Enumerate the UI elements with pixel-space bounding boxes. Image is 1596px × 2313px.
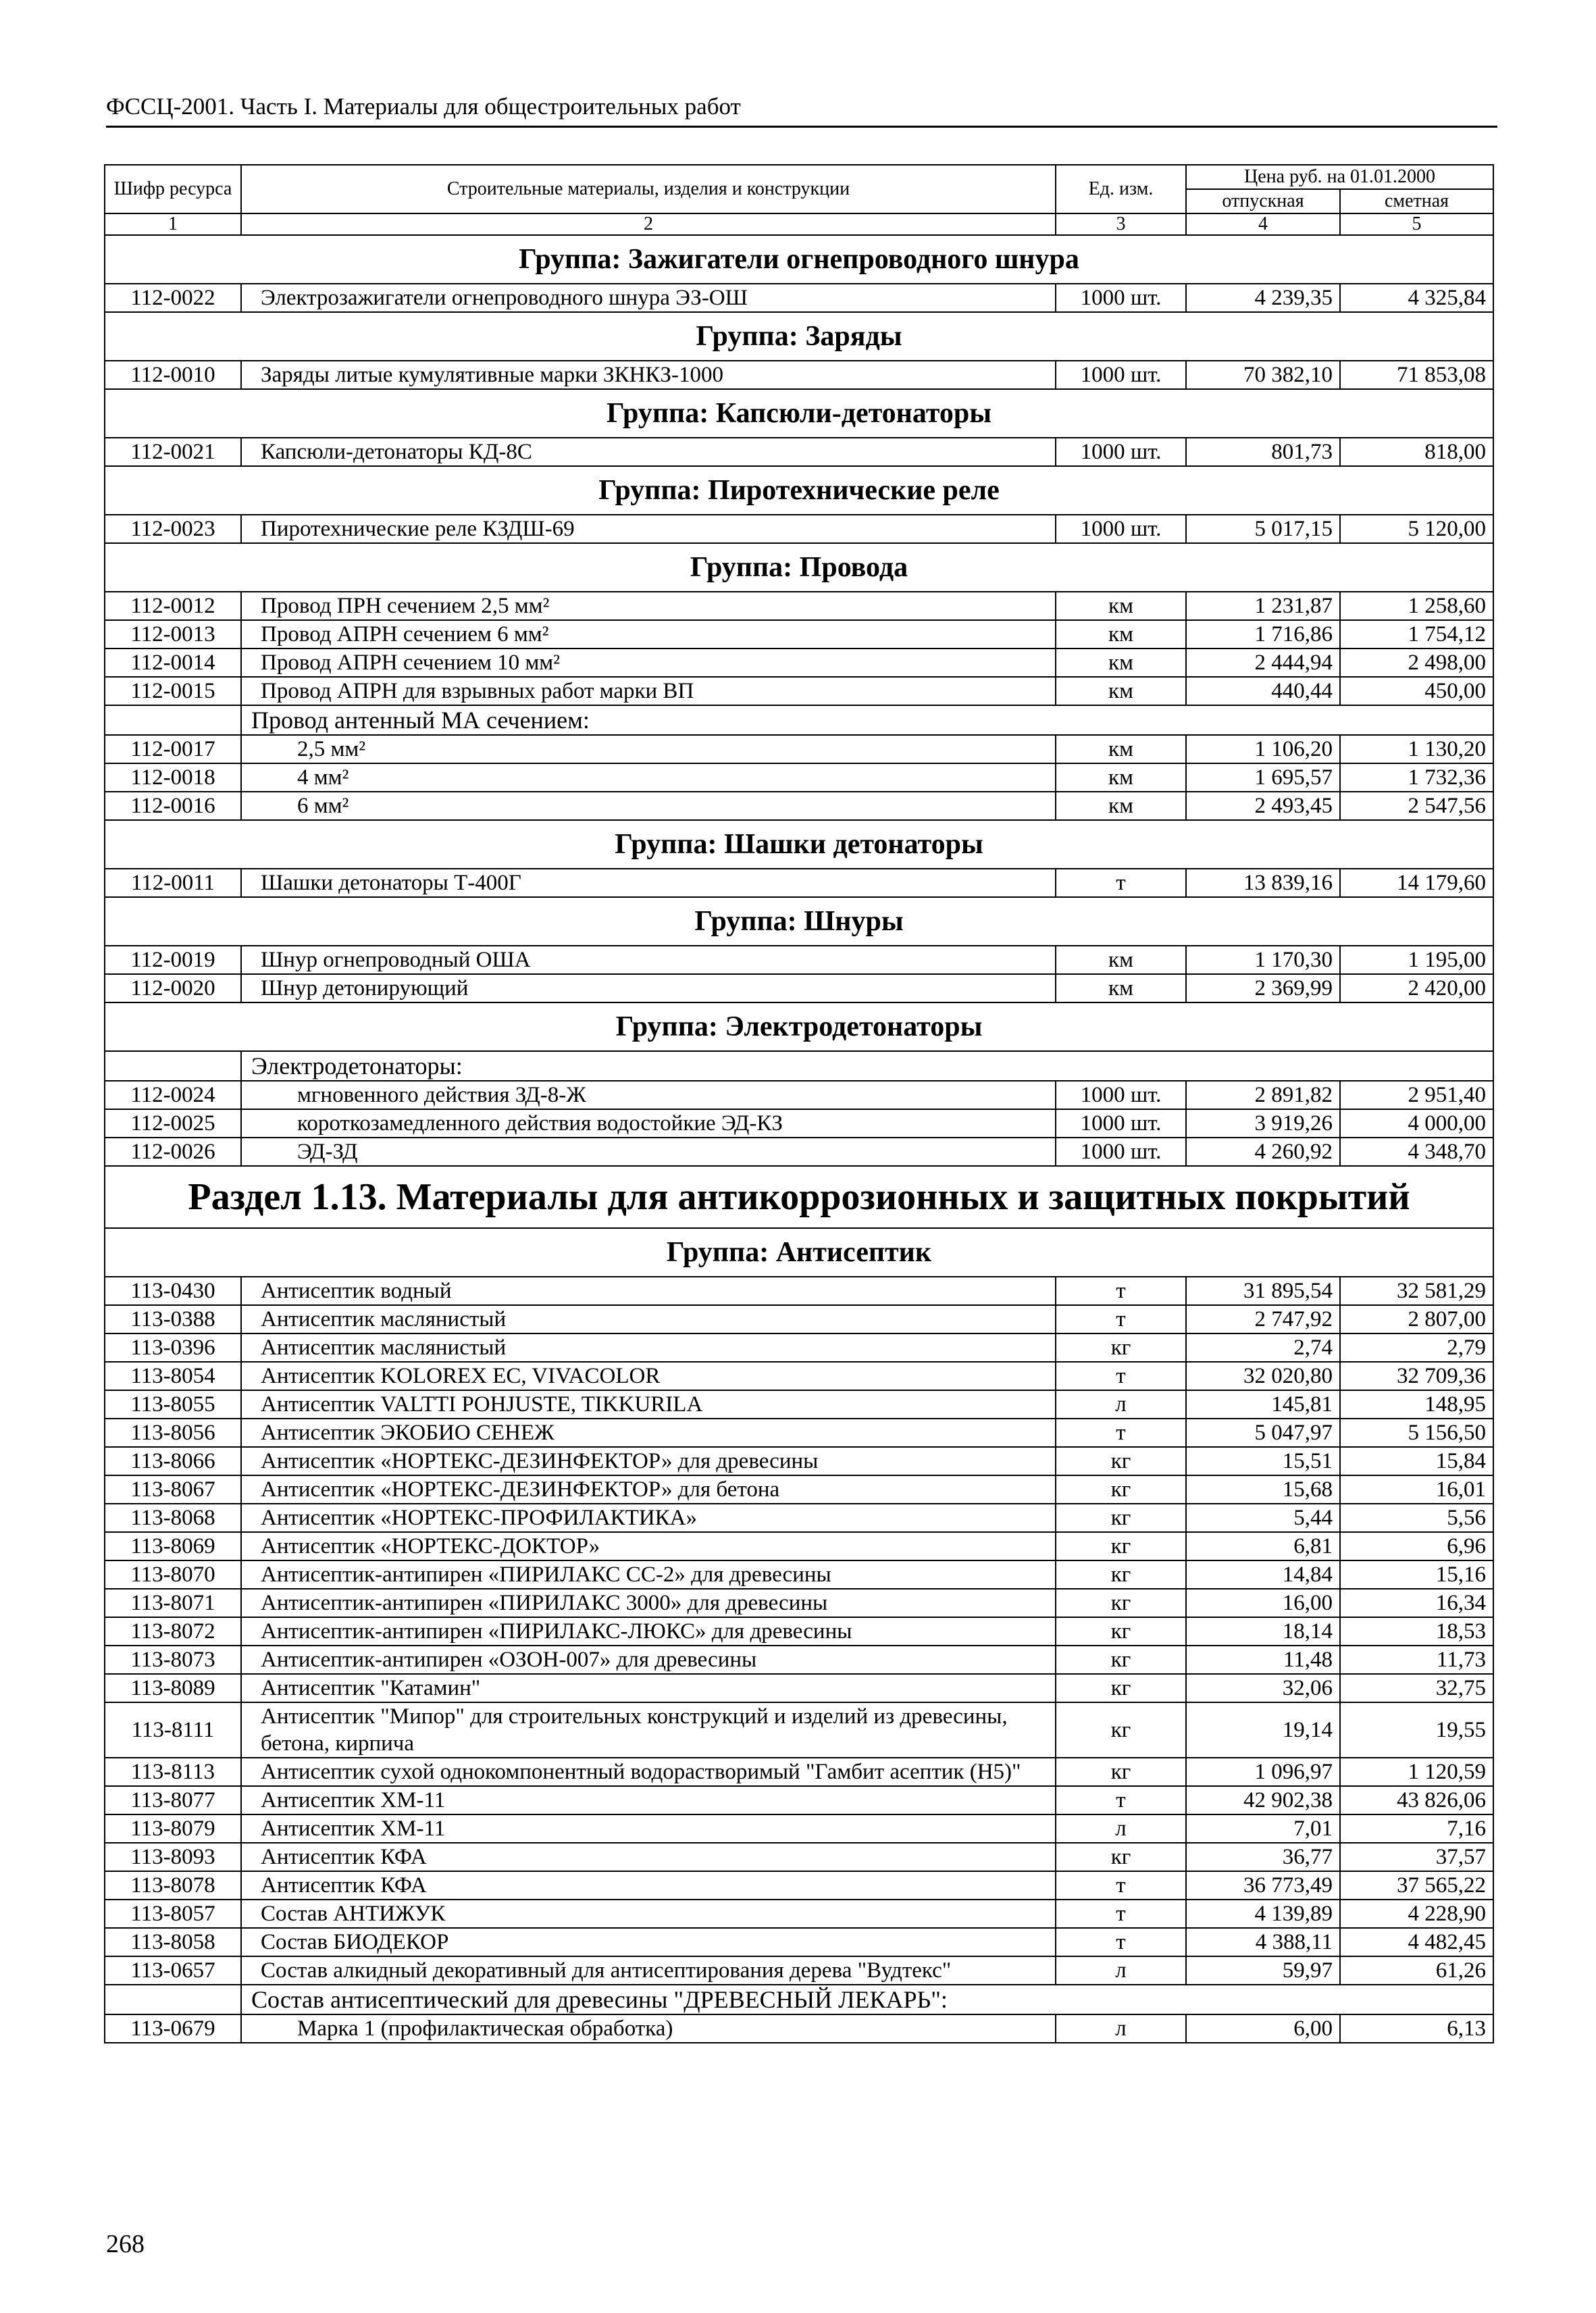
- price-estimate: 4 482,45: [1340, 1928, 1493, 1956]
- material-name: Провод АПРН для взрывных работ марки ВП: [241, 677, 1056, 705]
- unit-of-measure: т: [1056, 1305, 1186, 1333]
- unit-of-measure: 1000 шт.: [1056, 515, 1186, 543]
- group-heading-row: [105, 389, 1493, 438]
- price-release: 5 047,97: [1186, 1419, 1340, 1447]
- price-release: 1 106,20: [1186, 735, 1340, 763]
- resource-code: 113-8078: [105, 1871, 241, 1900]
- price-release: 15,68: [1186, 1475, 1340, 1504]
- price-estimate: 1 130,20: [1340, 735, 1493, 763]
- material-name: Антисептик сухой однокомпонентный водорастворимый "Гамбит асептик (Н5)": [241, 1758, 1056, 1786]
- table-row: [105, 1758, 1493, 1786]
- resource-code: 113-8067: [105, 1475, 241, 1504]
- resource-code: 113-0396: [105, 1333, 241, 1362]
- price-release: 2,74: [1186, 1333, 1340, 1362]
- price-estimate: 4 348,70: [1340, 1138, 1493, 1166]
- running-header: ФССЦ-2001. Часть I. Материалы для общестроительных работ: [106, 93, 741, 120]
- price-release: 2 747,92: [1186, 1305, 1340, 1333]
- column-number: 2: [241, 213, 1056, 235]
- unit-of-measure: км: [1056, 735, 1186, 763]
- unit-of-measure: т: [1056, 1419, 1186, 1447]
- price-estimate: 37 565,22: [1340, 1871, 1493, 1900]
- table-row: [105, 1081, 1493, 1109]
- table-row: [105, 1786, 1493, 1814]
- resource-code: 113-8054: [105, 1362, 241, 1390]
- unit-of-measure: т: [1056, 1362, 1186, 1390]
- price-release: 18,14: [1186, 1617, 1340, 1646]
- table-row: [105, 1305, 1493, 1333]
- group-heading-row: [105, 897, 1493, 946]
- resource-code: 113-8058: [105, 1928, 241, 1956]
- table-row: [105, 1277, 1493, 1305]
- material-name: Антисептик ЭКОБИО СЕНЕЖ: [241, 1419, 1056, 1447]
- resource-code: 113-8079: [105, 1814, 241, 1843]
- unit-of-measure: т: [1056, 1871, 1186, 1900]
- material-name: 2,5 мм²: [241, 735, 1056, 763]
- unit-of-measure: кг: [1056, 1646, 1186, 1674]
- table-row: [105, 2014, 1493, 2043]
- unit-of-measure: км: [1056, 763, 1186, 792]
- material-name: Антисептик «НОРТЕКС-ДЕЗИНФЕКТОР» для бетона: [241, 1475, 1056, 1504]
- resource-code: 112-0022: [105, 284, 241, 312]
- price-release: 70 382,10: [1186, 361, 1340, 389]
- table-body: [105, 235, 1493, 2043]
- table-header: [105, 165, 1493, 235]
- material-name: Антисептик-антипирен «ПИРИЛАКС СС-2» для древесины: [241, 1560, 1056, 1589]
- price-estimate: 1 120,59: [1340, 1758, 1493, 1786]
- resource-code: 112-0021: [105, 438, 241, 466]
- unit-of-measure: км: [1056, 792, 1186, 820]
- resource-code: 113-8073: [105, 1646, 241, 1674]
- price-estimate: 818,00: [1340, 438, 1493, 466]
- unit-of-measure: кг: [1056, 1674, 1186, 1702]
- unit-of-measure: кг: [1056, 1447, 1186, 1475]
- price-estimate: 4 000,00: [1340, 1109, 1493, 1138]
- price-estimate: 11,73: [1340, 1646, 1493, 1674]
- table-row: [105, 1589, 1493, 1617]
- resource-code: 113-0388: [105, 1305, 241, 1333]
- table-row: [105, 1532, 1493, 1560]
- table-row: [105, 515, 1493, 543]
- subheading-row: [105, 705, 1493, 735]
- unit-of-measure: л: [1056, 2014, 1186, 2043]
- material-name: 4 мм²: [241, 763, 1056, 792]
- page-number: 268: [106, 2230, 145, 2258]
- table-row: [105, 974, 1493, 1002]
- price-release: 1 231,87: [1186, 592, 1340, 620]
- price-release: 440,44: [1186, 677, 1340, 705]
- table-row: [105, 361, 1493, 389]
- material-name: Антисептик водный: [241, 1277, 1056, 1305]
- resource-code: 113-8093: [105, 1843, 241, 1871]
- price-estimate: 71 853,08: [1340, 361, 1493, 389]
- material-name: Антисептик "Катамин": [241, 1674, 1056, 1702]
- unit-of-measure: т: [1056, 1928, 1186, 1956]
- column-number: 1: [105, 213, 241, 235]
- price-estimate: 450,00: [1340, 677, 1493, 705]
- price-estimate: 6,96: [1340, 1532, 1493, 1560]
- material-name: Капсюли-детонаторы КД-8С: [241, 438, 1056, 466]
- header-price-group: Цена руб. на 01.01.2000: [1186, 165, 1493, 189]
- resource-code: 113-8089: [105, 1674, 241, 1702]
- column-number: 3: [1056, 213, 1186, 235]
- group-heading-row: [105, 312, 1493, 361]
- material-name: Антисептик «НОРТЕКС-ПРОФИЛАКТИКА»: [241, 1504, 1056, 1532]
- price-estimate: 14 179,60: [1340, 869, 1493, 897]
- group-heading: Группа: Антисептик: [105, 1228, 1493, 1277]
- price-release: 1 170,30: [1186, 946, 1340, 974]
- resource-code: 112-0010: [105, 361, 241, 389]
- price-release: 801,73: [1186, 438, 1340, 466]
- resource-code: 112-0025: [105, 1109, 241, 1138]
- unit-of-measure: кг: [1056, 1560, 1186, 1589]
- resource-code: 113-8069: [105, 1532, 241, 1560]
- resource-code: 112-0023: [105, 515, 241, 543]
- price-estimate: 2 420,00: [1340, 974, 1493, 1002]
- material-name: Состав алкидный декоративный для антисептирования дерева "Вудтекс": [241, 1956, 1056, 1985]
- price-estimate: 6,13: [1340, 2014, 1493, 2043]
- price-estimate: 32 709,36: [1340, 1362, 1493, 1390]
- group-heading: Группа: Зажигатели огнепроводного шнура: [105, 235, 1493, 284]
- resource-code: 112-0014: [105, 649, 241, 677]
- price-release: 36,77: [1186, 1843, 1340, 1871]
- material-name: Антисептик KOLOREX EC, VIVACOLOR: [241, 1362, 1056, 1390]
- resource-code: 113-8056: [105, 1419, 241, 1447]
- price-release: 2 891,82: [1186, 1081, 1340, 1109]
- price-release: 59,97: [1186, 1956, 1340, 1985]
- table-row: [105, 1956, 1493, 1985]
- material-name: Антисептик-антипирен «ОЗОН-007» для древесины: [241, 1646, 1056, 1674]
- price-estimate: 4 325,84: [1340, 284, 1493, 312]
- column-numbers-row: [105, 213, 1493, 235]
- price-estimate: 2 807,00: [1340, 1305, 1493, 1333]
- price-release: 1 096,97: [1186, 1758, 1340, 1786]
- table-row: [105, 946, 1493, 974]
- resource-code: 113-8055: [105, 1390, 241, 1419]
- table-row: [105, 1390, 1493, 1419]
- price-table: [104, 164, 1494, 2043]
- unit-of-measure: т: [1056, 1786, 1186, 1814]
- material-name: Провод АПРН сечением 6 мм²: [241, 620, 1056, 649]
- unit-of-measure: км: [1056, 946, 1186, 974]
- price-release: 2 369,99: [1186, 974, 1340, 1002]
- resource-code: 113-8068: [105, 1504, 241, 1532]
- material-name: Пиротехнические реле КЗДШ-69: [241, 515, 1056, 543]
- group-heading: Группа: Провода: [105, 543, 1493, 592]
- table-row: [105, 1928, 1493, 1956]
- unit-of-measure: км: [1056, 677, 1186, 705]
- resource-code: 113-0657: [105, 1956, 241, 1985]
- price-estimate: 32 581,29: [1340, 1277, 1493, 1305]
- price-release: 36 773,49: [1186, 1871, 1340, 1900]
- price-release: 3 919,26: [1186, 1109, 1340, 1138]
- price-estimate: 15,84: [1340, 1447, 1493, 1475]
- resource-code: 112-0024: [105, 1081, 241, 1109]
- resource-code: 113-8113: [105, 1758, 241, 1786]
- table-row: [105, 1419, 1493, 1447]
- group-heading-row: [105, 466, 1493, 515]
- price-release: 31 895,54: [1186, 1277, 1340, 1305]
- group-heading-row: [105, 235, 1493, 284]
- price-release: 5 017,15: [1186, 515, 1340, 543]
- group-heading-row: [105, 543, 1493, 592]
- header-unit: Ед. изм.: [1056, 165, 1186, 213]
- table-row: [105, 869, 1493, 897]
- unit-of-measure: л: [1056, 1814, 1186, 1843]
- column-number: 5: [1340, 213, 1493, 235]
- table-row: [105, 284, 1493, 312]
- unit-of-measure: 1000 шт.: [1056, 361, 1186, 389]
- resource-code: 112-0013: [105, 620, 241, 649]
- price-release: 42 902,38: [1186, 1786, 1340, 1814]
- resource-code: 113-8057: [105, 1900, 241, 1928]
- resource-code: 113-0679: [105, 2014, 241, 2043]
- section-heading-row: [105, 1166, 1493, 1228]
- material-name: Антисептик КФА: [241, 1871, 1056, 1900]
- subheading-row: [105, 1051, 1493, 1081]
- subheading-label: Электродетонаторы:: [241, 1051, 1493, 1081]
- column-number: 4: [1186, 213, 1340, 235]
- table-row: [105, 1900, 1493, 1928]
- resource-code: 113-8077: [105, 1786, 241, 1814]
- material-name: Электрозажигатели огнепроводного шнура ЭЗ-ОШ: [241, 284, 1056, 312]
- price-estimate: 2 951,40: [1340, 1081, 1493, 1109]
- group-heading-row: [105, 820, 1493, 869]
- unit-of-measure: л: [1056, 1956, 1186, 1985]
- resource-code: 113-8111: [105, 1702, 241, 1758]
- unit-of-measure: 1000 шт.: [1056, 438, 1186, 466]
- material-name: Шашки детонаторы Т-400Г: [241, 869, 1056, 897]
- group-heading-row: [105, 1002, 1493, 1051]
- price-estimate: 1 195,00: [1340, 946, 1493, 974]
- price-release: 14,84: [1186, 1560, 1340, 1589]
- material-name: Антисептик ХМ-11: [241, 1814, 1056, 1843]
- table-row: [105, 1871, 1493, 1900]
- price-estimate: 2,79: [1340, 1333, 1493, 1362]
- material-name: мгновенного действия ЗД-8-Ж: [241, 1081, 1056, 1109]
- unit-of-measure: км: [1056, 974, 1186, 1002]
- code-cell-empty: [105, 1051, 241, 1081]
- material-name: Антисептик ХМ-11: [241, 1786, 1056, 1814]
- material-name: Антисептик «НОРТЕКС-ДЕЗИНФЕКТОР» для древесины: [241, 1447, 1056, 1475]
- price-estimate: 5 156,50: [1340, 1419, 1493, 1447]
- material-name: Состав АНТИЖУК: [241, 1900, 1056, 1928]
- table-row: [105, 1109, 1493, 1138]
- price-estimate: 19,55: [1340, 1702, 1493, 1758]
- material-name: Состав БИОДЕКОР: [241, 1928, 1056, 1956]
- resource-code: 113-0430: [105, 1277, 241, 1305]
- price-release: 13 839,16: [1186, 869, 1340, 897]
- resource-code: 113-8070: [105, 1560, 241, 1589]
- unit-of-measure: км: [1056, 649, 1186, 677]
- price-release: 32,06: [1186, 1674, 1340, 1702]
- resource-code: 113-8072: [105, 1617, 241, 1646]
- table-row: [105, 1702, 1493, 1758]
- price-release: 19,14: [1186, 1702, 1340, 1758]
- material-name: Антисептик-антипирен «ПИРИЛАКС 3000» для древесины: [241, 1589, 1056, 1617]
- price-estimate: 43 826,06: [1340, 1786, 1493, 1814]
- material-name: Антисептик КФА: [241, 1843, 1056, 1871]
- resource-code: 112-0018: [105, 763, 241, 792]
- table-row: [105, 763, 1493, 792]
- price-estimate: 32,75: [1340, 1674, 1493, 1702]
- price-estimate: 5 120,00: [1340, 515, 1493, 543]
- table-row: [105, 620, 1493, 649]
- unit-of-measure: 1000 шт.: [1056, 284, 1186, 312]
- table-row: [105, 1333, 1493, 1362]
- price-release: 145,81: [1186, 1390, 1340, 1419]
- group-heading-row: [105, 1228, 1493, 1277]
- group-heading: Группа: Шашки детонаторы: [105, 820, 1493, 869]
- material-name: Шнур детонирующий: [241, 974, 1056, 1002]
- unit-of-measure: 1000 шт.: [1056, 1138, 1186, 1166]
- price-estimate: 2 498,00: [1340, 649, 1493, 677]
- price-estimate: 15,16: [1340, 1560, 1493, 1589]
- resource-code: 112-0015: [105, 677, 241, 705]
- material-name: Антисептик "Мипор" для строительных конструкций и изделий из древесины, бетона, кирпича: [241, 1702, 1056, 1758]
- price-release: 4 388,11: [1186, 1928, 1340, 1956]
- table-row: [105, 1560, 1493, 1589]
- table-row: [105, 1814, 1493, 1843]
- price-release: 1 716,86: [1186, 620, 1340, 649]
- table-row: [105, 1674, 1493, 1702]
- table-row: [105, 1646, 1493, 1674]
- unit-of-measure: кг: [1056, 1475, 1186, 1504]
- group-heading: Группа: Заряды: [105, 312, 1493, 361]
- table-row: [105, 1138, 1493, 1166]
- material-name: Марка 1 (профилактическая обработка): [241, 2014, 1056, 2043]
- table-row: [105, 1362, 1493, 1390]
- unit-of-measure: кг: [1056, 1333, 1186, 1362]
- price-estimate: 61,26: [1340, 1956, 1493, 1985]
- material-name: Провод АПРН сечением 10 мм²: [241, 649, 1056, 677]
- resource-code: 113-8071: [105, 1589, 241, 1617]
- resource-code: 112-0017: [105, 735, 241, 763]
- table-row: [105, 1475, 1493, 1504]
- price-release: 15,51: [1186, 1447, 1340, 1475]
- unit-of-measure: т: [1056, 1900, 1186, 1928]
- price-release: 1 695,57: [1186, 763, 1340, 792]
- price-estimate: 1 258,60: [1340, 592, 1493, 620]
- header-code: Шифр ресурса: [105, 165, 241, 213]
- price-estimate: 37,57: [1340, 1843, 1493, 1871]
- material-name: Провод ПРН сечением 2,5 мм²: [241, 592, 1056, 620]
- table-row: [105, 438, 1493, 466]
- subheading-row: [105, 1985, 1493, 2014]
- resource-code: 112-0012: [105, 592, 241, 620]
- material-name: Антисептик-антипирен «ПИРИЛАКС-ЛЮКС» для древесины: [241, 1617, 1056, 1646]
- resource-code: 113-8066: [105, 1447, 241, 1475]
- section-heading: Раздел 1.13. Материалы для антикоррозионных и защитных покрытий: [105, 1166, 1493, 1228]
- material-name: Антисептик маслянистый: [241, 1333, 1056, 1362]
- group-heading: Группа: Шнуры: [105, 897, 1493, 946]
- header-price-estimate: сметная: [1340, 189, 1493, 213]
- table-row: [105, 1843, 1493, 1871]
- price-release: 32 020,80: [1186, 1362, 1340, 1390]
- price-release: 2 493,45: [1186, 792, 1340, 820]
- price-release: 16,00: [1186, 1589, 1340, 1617]
- price-estimate: 7,16: [1340, 1814, 1493, 1843]
- table-row: [105, 735, 1493, 763]
- subheading-label: Провод антенный МА сечением:: [241, 705, 1493, 735]
- material-name: Антисептик маслянистый: [241, 1305, 1056, 1333]
- price-release: 11,48: [1186, 1646, 1340, 1674]
- material-name: Антисептик «НОРТЕКС-ДОКТОР»: [241, 1532, 1056, 1560]
- table-row: [105, 1617, 1493, 1646]
- price-estimate: 2 547,56: [1340, 792, 1493, 820]
- price-estimate: 5,56: [1340, 1504, 1493, 1532]
- header-rule: [106, 126, 1497, 128]
- unit-of-measure: кг: [1056, 1702, 1186, 1758]
- table-row: [105, 1447, 1493, 1475]
- price-release: 5,44: [1186, 1504, 1340, 1532]
- table-row: [105, 592, 1493, 620]
- price-release: 4 139,89: [1186, 1900, 1340, 1928]
- price-release: 4 260,92: [1186, 1138, 1340, 1166]
- unit-of-measure: кг: [1056, 1843, 1186, 1871]
- unit-of-measure: кг: [1056, 1617, 1186, 1646]
- material-name: Заряды литые кумулятивные марки ЗКНКЗ-1000: [241, 361, 1056, 389]
- price-estimate: 16,34: [1340, 1589, 1493, 1617]
- price-estimate: 4 228,90: [1340, 1900, 1493, 1928]
- subheading-label: Состав антисептический для древесины "ДРЕВЕСНЫЙ ЛЕКАРЬ":: [241, 1985, 1493, 2014]
- price-release: 4 239,35: [1186, 284, 1340, 312]
- price-release: 2 444,94: [1186, 649, 1340, 677]
- material-name: 6 мм²: [241, 792, 1056, 820]
- table-row: [105, 649, 1493, 677]
- price-estimate: 18,53: [1340, 1617, 1493, 1646]
- unit-of-measure: т: [1056, 1277, 1186, 1305]
- material-name: короткозамедленного действия водостойкие ЭД-КЗ: [241, 1109, 1056, 1138]
- price-estimate: 1 754,12: [1340, 620, 1493, 649]
- price-release: 6,81: [1186, 1532, 1340, 1560]
- price-release: 7,01: [1186, 1814, 1340, 1843]
- unit-of-measure: кг: [1056, 1504, 1186, 1532]
- resource-code: 112-0016: [105, 792, 241, 820]
- group-heading: Группа: Электродетонаторы: [105, 1002, 1493, 1051]
- material-name: Антисептик VALTTI POHJUSTE, TIKKURILA: [241, 1390, 1056, 1419]
- unit-of-measure: кг: [1056, 1589, 1186, 1617]
- material-name: ЭД-ЗД: [241, 1138, 1056, 1166]
- code-cell-empty: [105, 705, 241, 735]
- price-estimate: 1 732,36: [1340, 763, 1493, 792]
- unit-of-measure: км: [1056, 592, 1186, 620]
- resource-code: 112-0019: [105, 946, 241, 974]
- group-heading: Группа: Капсюли-детонаторы: [105, 389, 1493, 438]
- material-name: Шнур огнепроводный ОША: [241, 946, 1056, 974]
- resource-code: 112-0020: [105, 974, 241, 1002]
- unit-of-measure: т: [1056, 869, 1186, 897]
- table-row: [105, 1504, 1493, 1532]
- table-row: [105, 792, 1493, 820]
- unit-of-measure: км: [1056, 620, 1186, 649]
- header-price-release: отпускная: [1186, 189, 1340, 213]
- header-name: Строительные материалы, изделия и конструкции: [241, 165, 1056, 213]
- unit-of-measure: кг: [1056, 1532, 1186, 1560]
- code-cell-empty: [105, 1985, 241, 2014]
- price-estimate: 16,01: [1340, 1475, 1493, 1504]
- price-release: 6,00: [1186, 2014, 1340, 2043]
- unit-of-measure: л: [1056, 1390, 1186, 1419]
- unit-of-measure: кг: [1056, 1758, 1186, 1786]
- table-row: [105, 677, 1493, 705]
- unit-of-measure: 1000 шт.: [1056, 1081, 1186, 1109]
- resource-code: 112-0011: [105, 869, 241, 897]
- group-heading: Группа: Пиротехнические реле: [105, 466, 1493, 515]
- resource-code: 112-0026: [105, 1138, 241, 1166]
- unit-of-measure: 1000 шт.: [1056, 1109, 1186, 1138]
- price-estimate: 148,95: [1340, 1390, 1493, 1419]
